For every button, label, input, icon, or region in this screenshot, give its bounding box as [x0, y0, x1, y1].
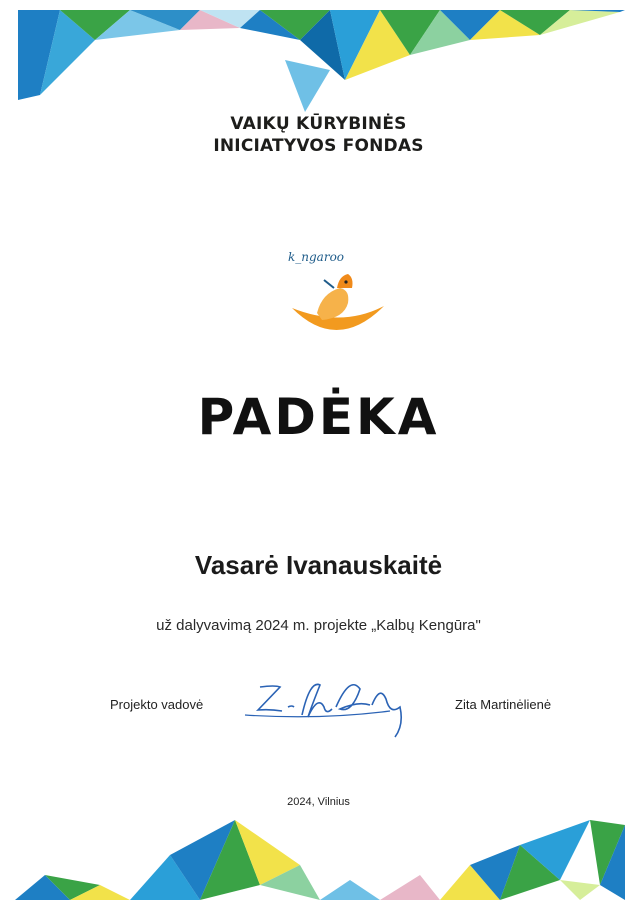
organization-line1: VAIKŲ KŪRYBINĖS	[230, 114, 407, 134]
signatory-name: Zita Martinėlienė	[455, 697, 552, 712]
certificate-title: PADĖKA	[197, 388, 440, 446]
organization-line2: INICIATYVOS FONDAS	[213, 136, 424, 156]
bottom-geometric-decoration	[0, 805, 637, 900]
signature-role: Projekto vadovė	[110, 697, 204, 712]
top-geometric-decoration	[0, 0, 637, 120]
logo-wordmark: k_ngaroo	[288, 250, 345, 264]
participation-text: už dalyvavimą 2024 m. projekte „Kalbų Kengūra"	[156, 617, 481, 634]
place-and-year: 2024, Vilnius	[287, 796, 350, 808]
recipient-name: Vasarė Ivanauskaitė	[194, 550, 443, 580]
organization-name	[0, 113, 637, 157]
handwritten-signature-icon	[240, 665, 420, 745]
